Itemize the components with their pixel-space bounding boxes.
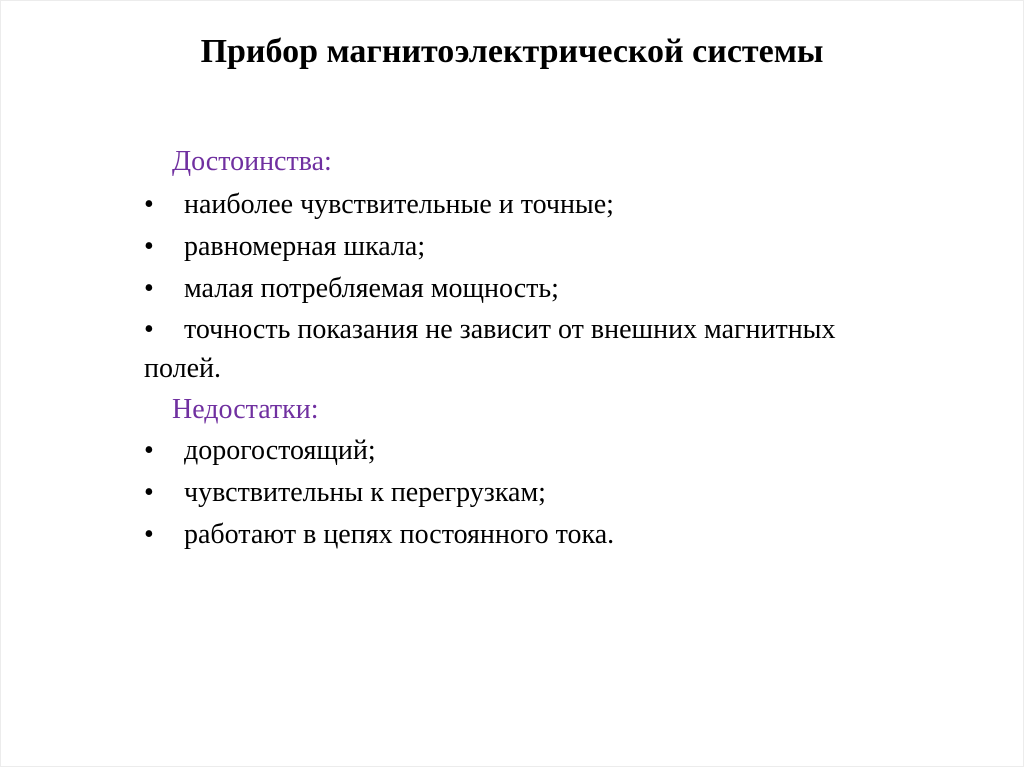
bullet-icon: • (144, 435, 154, 466)
advantage-item-text: наиболее чувствительные и точные; (184, 189, 614, 220)
bullet-icon: • (144, 231, 154, 262)
disadvantage-item-text: чувствительны к перегрузкам; (184, 477, 546, 508)
disadvantage-item-text: дорогостоящий; (184, 435, 376, 466)
disadvantages-heading: Недостатки: (172, 394, 319, 425)
advantage-item-text: точность показания не зависит от внешних магнитных (184, 314, 836, 345)
bullet-icon: • (144, 189, 154, 220)
advantage-item-continuation: полей. (144, 353, 221, 384)
bullet-icon: • (144, 477, 154, 508)
disadvantage-item-text: работают в цепях постоянного тока. (184, 519, 615, 550)
bullet-icon: • (144, 519, 154, 550)
advantage-item-text: малая потребляемая мощность; (184, 273, 559, 304)
slide-title: Прибор магнитоэлектрической системы (200, 33, 824, 70)
advantages-heading: Достоинства: (172, 146, 332, 177)
bullet-icon: • (144, 314, 154, 345)
bullet-icon: • (144, 273, 154, 304)
advantage-item-text: равномерная шкала; (184, 231, 426, 262)
